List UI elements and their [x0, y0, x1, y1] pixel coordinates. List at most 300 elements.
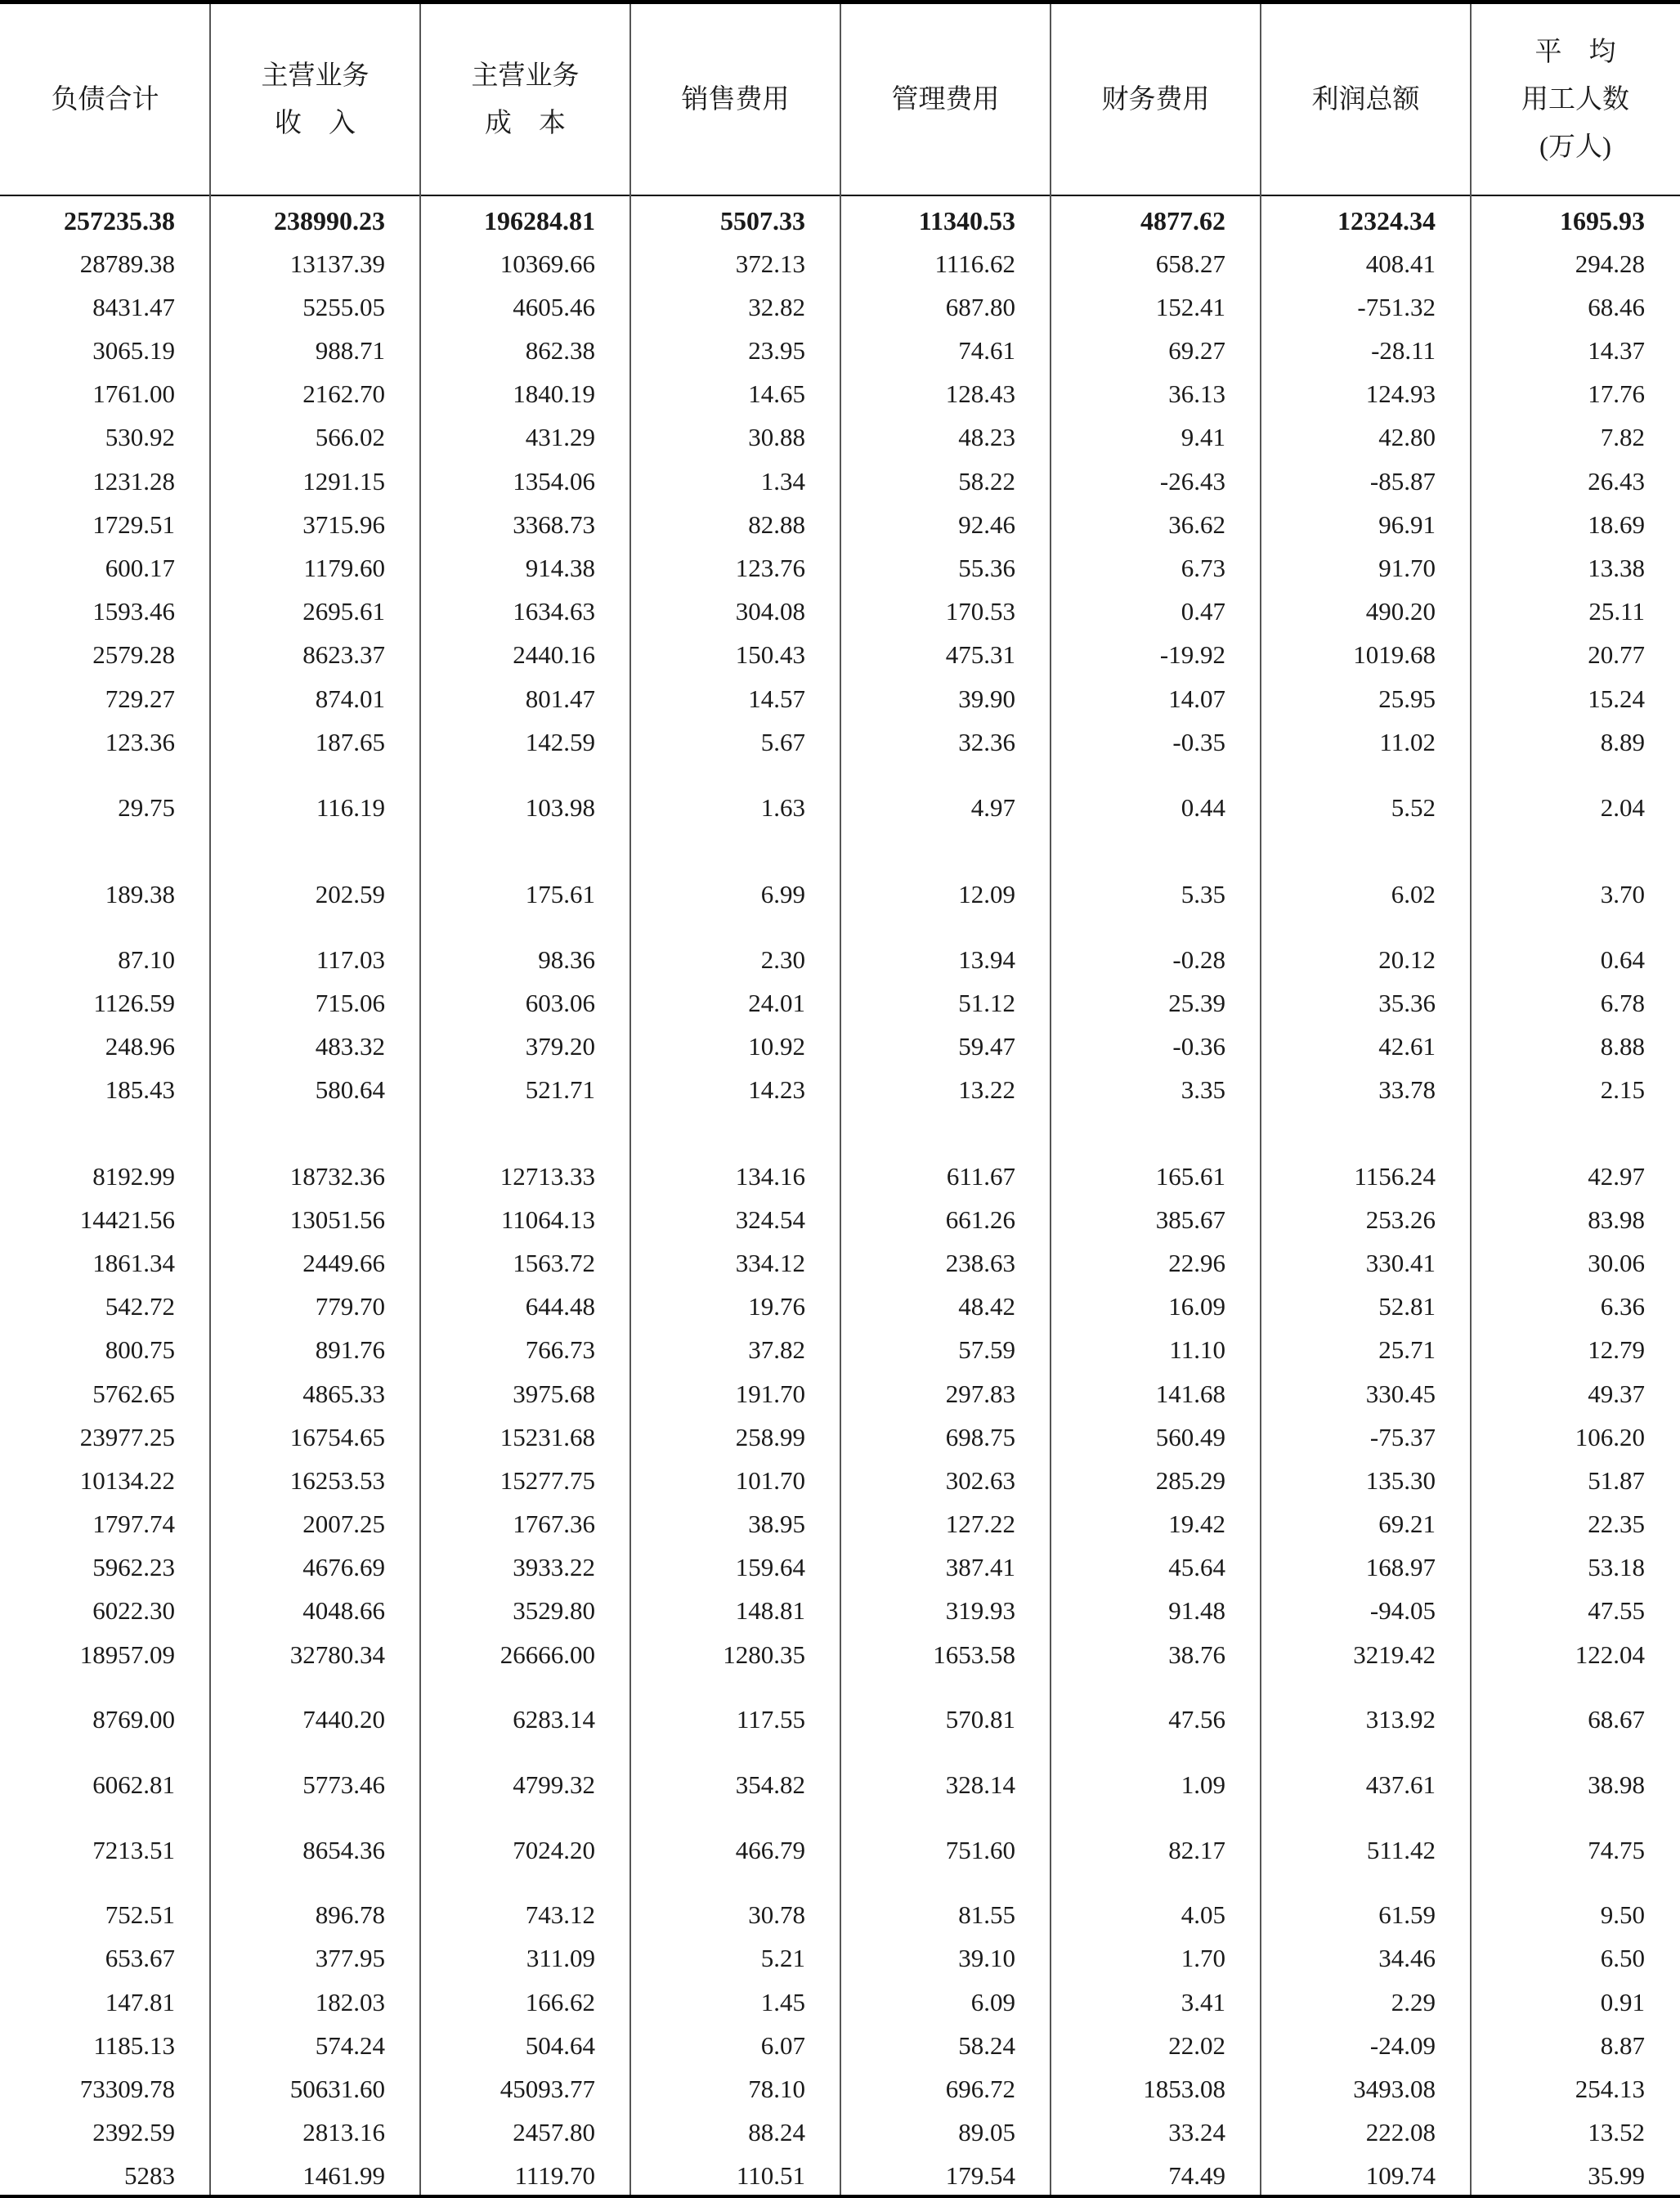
table-cell: 254.13 — [1575, 2075, 1645, 2103]
table-cell: 862.38 — [525, 336, 595, 365]
table-cell: 159.64 — [735, 1553, 805, 1581]
table-cell: -85.87 — [1369, 467, 1436, 496]
table-cell: 26666.00 — [500, 1640, 595, 1669]
table-cell: 766.73 — [525, 1335, 595, 1364]
table-cell: 175.61 — [525, 880, 595, 908]
table-cell: 4048.66 — [302, 1596, 385, 1625]
table-cell: 874.01 — [315, 684, 385, 713]
table-cell: 36.62 — [1168, 510, 1225, 539]
table-cell: 3.35 — [1180, 1075, 1225, 1104]
table-cell: 5.21 — [760, 1944, 805, 1972]
table-cell: 5.52 — [1391, 793, 1436, 822]
table-cell: 134.16 — [735, 1162, 805, 1191]
table-cell: 1156.24 — [1354, 1162, 1436, 1191]
table-cell: 101.70 — [735, 1466, 805, 1495]
table-cell: 69.21 — [1378, 1509, 1436, 1538]
column-header-line: 用工人数 — [1521, 84, 1629, 114]
table-cell: 1797.74 — [92, 1509, 175, 1538]
table-cell: 530.92 — [105, 423, 175, 451]
table-cell: 15.24 — [1588, 684, 1645, 713]
table-cell: 8623.37 — [302, 640, 385, 669]
column-divider — [1470, 4, 1472, 2195]
table-cell: 83.98 — [1588, 1205, 1645, 1234]
table-cell: 8654.36 — [302, 1836, 385, 1864]
table-cell: 32.82 — [748, 293, 805, 321]
table-cell: 3529.80 — [513, 1596, 595, 1625]
table-cell: 715.06 — [315, 989, 385, 1017]
table-cell: 800.75 — [105, 1335, 175, 1364]
table-cell: 801.47 — [525, 684, 595, 713]
table-cell: 7.82 — [1600, 423, 1645, 451]
table-cell: 580.64 — [315, 1075, 385, 1104]
table-cell: 39.10 — [958, 1944, 1015, 1972]
table-cell: 13.38 — [1588, 554, 1645, 582]
table-cell: 4877.62 — [1140, 206, 1225, 236]
table-cell: 2813.16 — [302, 2118, 385, 2146]
table-cell: 408.41 — [1365, 249, 1436, 278]
table-cell: 6.99 — [760, 880, 805, 908]
table-cell: 988.71 — [315, 336, 385, 365]
table-cell: 168.97 — [1365, 1553, 1436, 1581]
table-cell: 74.61 — [958, 336, 1015, 365]
table-cell: 11.02 — [1379, 728, 1436, 756]
table-cell: 98.36 — [538, 945, 595, 974]
table-cell: 253.26 — [1365, 1205, 1436, 1234]
table-cell: 47.55 — [1588, 1596, 1645, 1625]
table-cell: 729.27 — [105, 684, 175, 713]
table-cell: 91.48 — [1168, 1596, 1225, 1625]
table-cell: 36.13 — [1168, 379, 1225, 408]
table-cell: 475.31 — [945, 640, 1015, 669]
table-cell: 103.98 — [525, 793, 595, 822]
table-cell: 238990.23 — [274, 206, 385, 236]
table-cell: 1231.28 — [92, 467, 175, 496]
table-cell: 2.30 — [760, 945, 805, 974]
table-cell: 23977.25 — [79, 1423, 175, 1451]
column-divider — [840, 4, 841, 2195]
table-cell: 661.26 — [945, 1205, 1015, 1234]
table-cell: 5283 — [124, 2161, 175, 2190]
column-header-line: 成 本 — [485, 108, 566, 138]
table-cell: 1761.00 — [92, 379, 175, 408]
table-cell: 4865.33 — [302, 1379, 385, 1408]
table-cell: 0.91 — [1600, 1988, 1645, 2016]
table-cell: 6.09 — [970, 1988, 1015, 2016]
table-cell: 39.90 — [958, 684, 1015, 713]
table-cell: 257235.38 — [64, 206, 175, 236]
table-cell: 166.62 — [525, 1988, 595, 2016]
table-cell: 1179.60 — [303, 554, 385, 582]
table-cell: 135.30 — [1365, 1466, 1436, 1495]
table-cell: 9.41 — [1180, 423, 1225, 451]
table-cell: 89.05 — [958, 2118, 1015, 2146]
table-cell: 490.20 — [1365, 597, 1436, 626]
table-cell: 354.82 — [735, 1770, 805, 1799]
table-cell: 248.96 — [105, 1032, 175, 1061]
table-cell: 47.56 — [1168, 1705, 1225, 1734]
column-header — [630, 4, 840, 195]
table-cell: 372.13 — [735, 249, 805, 278]
table-cell: 560.49 — [1155, 1423, 1225, 1451]
table-cell: 5773.46 — [302, 1770, 385, 1799]
table-cell: 12324.34 — [1337, 206, 1436, 236]
table-cell: 117.55 — [736, 1705, 805, 1734]
column-header — [210, 4, 420, 195]
table-cell: 42.80 — [1378, 423, 1436, 451]
table-cell: 92.46 — [958, 510, 1015, 539]
table-cell: 50631.60 — [289, 2075, 385, 2103]
table-cell: 58.22 — [958, 467, 1015, 496]
table-cell: 5255.05 — [302, 293, 385, 321]
table-cell: 752.51 — [105, 1900, 175, 1929]
table-cell: 152.41 — [1155, 293, 1225, 321]
table-cell: 334.12 — [735, 1249, 805, 1277]
table-cell: 82.17 — [1168, 1836, 1225, 1864]
table-cell: 124.93 — [1365, 379, 1436, 408]
table-cell: 123.76 — [735, 554, 805, 582]
table-cell: 8.87 — [1600, 2031, 1645, 2060]
column-header — [1261, 4, 1471, 195]
table-cell: 294.28 — [1575, 249, 1645, 278]
table-cell: 222.08 — [1365, 2118, 1436, 2146]
table-cell: 19.42 — [1168, 1509, 1225, 1538]
table-cell: 69.27 — [1168, 336, 1225, 365]
table-cell: 170.53 — [945, 597, 1015, 626]
table-cell: 297.83 — [945, 1379, 1015, 1408]
table-cell: 6062.81 — [92, 1770, 175, 1799]
table-cell: 9.50 — [1600, 1900, 1645, 1929]
column-divider — [1260, 4, 1261, 2195]
table-cell: 7024.20 — [513, 1836, 595, 1864]
table-cell: 324.54 — [735, 1205, 805, 1234]
table-cell: 1119.70 — [514, 2161, 595, 2190]
table-cell: 1354.06 — [513, 467, 595, 496]
table-cell: 58.24 — [958, 2031, 1015, 2060]
table-cell: 33.78 — [1378, 1075, 1436, 1104]
table-cell: 258.99 — [735, 1423, 805, 1451]
table-cell: 23.95 — [748, 336, 805, 365]
table-cell: 147.81 — [105, 1988, 175, 2016]
table-cell: 2440.16 — [513, 640, 595, 669]
table-cell: 8769.00 — [92, 1705, 175, 1734]
table-cell: 6.78 — [1600, 989, 1645, 1017]
table-cell: 330.45 — [1365, 1379, 1436, 1408]
table-cell: 1291.15 — [302, 467, 385, 496]
table-cell: 7213.51 — [92, 1836, 175, 1864]
table-cell: 570.81 — [945, 1705, 1015, 1734]
table-cell: 6.07 — [760, 2031, 805, 2060]
table-cell: 16754.65 — [289, 1423, 385, 1451]
table-cell: 165.61 — [1155, 1162, 1225, 1191]
table-cell: 179.54 — [945, 2161, 1015, 2190]
table-cell: -26.43 — [1159, 467, 1225, 496]
table-cell: 2.29 — [1391, 1988, 1436, 2016]
table-cell: -751.32 — [1357, 293, 1436, 321]
table-cell: 658.27 — [1155, 249, 1225, 278]
table-cell: 10369.66 — [500, 249, 595, 278]
table-cell: 150.43 — [735, 640, 805, 669]
table-cell: 57.59 — [958, 1335, 1015, 1364]
table-cell: 1695.93 — [1560, 206, 1645, 236]
table-cell: 33.24 — [1168, 2118, 1225, 2146]
table-cell: 128.43 — [945, 379, 1015, 408]
table-cell: 25.11 — [1588, 597, 1645, 626]
table-cell: 2579.28 — [92, 640, 175, 669]
table-cell: 379.20 — [525, 1032, 595, 1061]
column-header-line: 主营业务 — [471, 61, 580, 91]
table-cell: 896.78 — [315, 1900, 385, 1929]
table-cell: 141.68 — [1155, 1379, 1225, 1408]
table-cell: 387.41 — [945, 1553, 1015, 1581]
table-cell: 88.24 — [748, 2118, 805, 2146]
table-cell: 1634.63 — [513, 597, 595, 626]
table-cell: 238.63 — [945, 1249, 1015, 1277]
table-cell: -0.35 — [1172, 728, 1225, 756]
column-header — [420, 4, 630, 195]
table-cell: 13051.56 — [289, 1205, 385, 1234]
table-cell: 696.72 — [945, 2075, 1015, 2103]
table-cell: 110.51 — [736, 2161, 805, 2190]
table-cell: 311.09 — [526, 1944, 595, 1972]
table-cell: 7440.20 — [302, 1705, 385, 1734]
table-cell: 35.99 — [1588, 2161, 1645, 2190]
table-cell: 4799.32 — [513, 1770, 595, 1799]
table-cell: 30.06 — [1588, 1249, 1645, 1277]
table-cell: 1653.58 — [933, 1640, 1015, 1669]
table-cell: 2695.61 — [302, 597, 385, 626]
table-cell: 127.22 — [945, 1509, 1015, 1538]
table-cell: 914.38 — [525, 554, 595, 582]
table-cell: 542.72 — [105, 1292, 175, 1321]
table-cell: 5.35 — [1180, 880, 1225, 908]
table-cell: 1185.13 — [93, 2031, 175, 2060]
table-cell: 15231.68 — [500, 1423, 595, 1451]
table-cell: 18732.36 — [289, 1162, 385, 1191]
table-cell: 18957.09 — [79, 1640, 175, 1669]
table-cell: 611.67 — [946, 1162, 1015, 1191]
table-cell: 1767.36 — [513, 1509, 595, 1538]
table-cell: 14.57 — [748, 684, 805, 713]
table-cell: 30.88 — [748, 423, 805, 451]
table-cell: 12713.33 — [500, 1162, 595, 1191]
table-cell: 78.10 — [748, 2075, 805, 2103]
table-cell: 22.35 — [1588, 1509, 1645, 1538]
table-cell: 10.92 — [748, 1032, 805, 1061]
table-cell: 603.06 — [525, 989, 595, 1017]
table-cell: 59.47 — [958, 1032, 1015, 1061]
table-cell: -0.28 — [1172, 945, 1225, 974]
table-cell: 511.42 — [1366, 1836, 1436, 1864]
table-cell: 6.73 — [1180, 554, 1225, 582]
table-cell: 1116.62 — [934, 249, 1015, 278]
table-cell: 1019.68 — [1353, 640, 1436, 669]
table-cell: 2457.80 — [513, 2118, 595, 2146]
table-cell: 285.29 — [1155, 1466, 1225, 1495]
table-cell: 5962.23 — [92, 1553, 175, 1581]
table-cell: 35.36 — [1378, 989, 1436, 1017]
table-cell: 74.75 — [1588, 1836, 1645, 1864]
column-header-line: 销售费用 — [681, 84, 790, 114]
table-cell: 189.38 — [105, 880, 175, 908]
table-cell: 48.42 — [958, 1292, 1015, 1321]
table-cell: 3065.19 — [92, 336, 175, 365]
table-cell: 504.64 — [525, 2031, 595, 2060]
table-cell: 6.50 — [1600, 1944, 1645, 1972]
table-cell: 751.60 — [945, 1836, 1015, 1864]
table-cell: 521.71 — [525, 1075, 595, 1104]
table-cell: 202.59 — [315, 880, 385, 908]
table-cell: 13.22 — [958, 1075, 1015, 1104]
table-cell: 4676.69 — [302, 1553, 385, 1581]
table-cell: 29.75 — [118, 793, 175, 822]
table-bottom-rule — [0, 2195, 1680, 2198]
table-cell: 14.37 — [1588, 336, 1645, 365]
table-cell: 3493.08 — [1353, 2075, 1436, 2103]
table-cell: 5.67 — [760, 728, 805, 756]
table-cell: 1.34 — [760, 467, 805, 496]
table-cell: 779.70 — [315, 1292, 385, 1321]
column-header — [1051, 4, 1261, 195]
table-cell: 8192.99 — [92, 1162, 175, 1191]
table-cell: 11064.13 — [500, 1205, 595, 1234]
table-cell: 25.95 — [1378, 684, 1436, 713]
table-cell: 4605.46 — [513, 293, 595, 321]
table-cell: 22.96 — [1168, 1249, 1225, 1277]
table-cell: 10134.22 — [79, 1466, 175, 1495]
column-header-line: 收 入 — [275, 108, 356, 138]
table-cell: 14.07 — [1168, 684, 1225, 713]
table-cell: 2162.70 — [302, 379, 385, 408]
table-cell: -94.05 — [1369, 1596, 1436, 1625]
column-header — [840, 4, 1051, 195]
table-cell: 8431.47 — [92, 293, 175, 321]
table-cell: 81.55 — [958, 1900, 1015, 1929]
table-cell: 74.49 — [1168, 2161, 1225, 2190]
column-header — [1471, 4, 1680, 195]
table-cell: 38.76 — [1168, 1640, 1225, 1669]
table-cell: 3715.96 — [302, 510, 385, 539]
table-cell: 45.64 — [1168, 1553, 1225, 1581]
table-cell: -0.36 — [1172, 1032, 1225, 1061]
table-cell: 51.87 — [1588, 1466, 1645, 1495]
table-cell: -24.09 — [1369, 2031, 1436, 2060]
table-cell: 106.20 — [1575, 1423, 1645, 1451]
table-cell: 14.23 — [748, 1075, 805, 1104]
table-cell: 20.77 — [1588, 640, 1645, 669]
table-cell: 22.02 — [1168, 2031, 1225, 2060]
table-cell: 38.98 — [1588, 1770, 1645, 1799]
column-header-line: 主营业务 — [261, 61, 370, 91]
table-cell: 319.93 — [945, 1596, 1015, 1625]
table-cell: 698.75 — [945, 1423, 1015, 1451]
table-cell: 123.36 — [105, 728, 175, 756]
table-cell: 148.81 — [735, 1596, 805, 1625]
table-cell: 53.18 — [1588, 1553, 1645, 1581]
table-cell: 3.70 — [1600, 880, 1645, 908]
table-cell: 11340.53 — [918, 206, 1015, 236]
table-cell: 2007.25 — [302, 1509, 385, 1538]
table-cell: 385.67 — [1155, 1205, 1225, 1234]
column-header-line: 平 均 — [1534, 37, 1616, 67]
table-cell: 5507.33 — [720, 206, 805, 236]
table-cell: 1729.51 — [92, 510, 175, 539]
table-cell: 687.80 — [945, 293, 1015, 321]
table-cell: 6022.30 — [92, 1596, 175, 1625]
table-cell: 14421.56 — [79, 1205, 175, 1234]
table-cell: 1.70 — [1180, 1944, 1225, 1972]
column-header-line: 负债合计 — [51, 84, 159, 114]
table-cell: 11.10 — [1169, 1335, 1225, 1364]
table-cell: 30.78 — [748, 1900, 805, 1929]
table-cell: 1280.35 — [723, 1640, 805, 1669]
column-header-line: (万人) — [1539, 132, 1611, 162]
table-cell: 73309.78 — [79, 2075, 175, 2103]
table-cell: 42.61 — [1378, 1032, 1436, 1061]
table-cell: 17.76 — [1588, 379, 1645, 408]
table-cell: 330.41 — [1365, 1249, 1436, 1277]
table-cell: 1126.59 — [93, 989, 175, 1017]
table-cell: -75.37 — [1369, 1423, 1436, 1451]
table-cell: 49.37 — [1588, 1379, 1645, 1408]
column-divider — [209, 4, 211, 2195]
table-cell: 117.03 — [316, 945, 385, 974]
table-cell: 52.81 — [1378, 1292, 1436, 1321]
table-cell: 6283.14 — [513, 1705, 595, 1734]
table-cell: 19.76 — [748, 1292, 805, 1321]
table-cell: 25.39 — [1168, 989, 1225, 1017]
table-cell: 12.79 — [1588, 1335, 1645, 1364]
table-cell: 431.29 — [525, 423, 595, 451]
column-divider — [629, 4, 631, 2195]
table-cell: 13.94 — [958, 945, 1015, 974]
table-cell: 55.36 — [958, 554, 1015, 582]
table-cell: 328.14 — [945, 1770, 1015, 1799]
table-cell: 2449.66 — [302, 1249, 385, 1277]
table-cell: 6.02 — [1391, 880, 1436, 908]
table-cell: 483.32 — [315, 1032, 385, 1061]
table-cell: 1853.08 — [1143, 2075, 1225, 2103]
table-cell: 122.04 — [1575, 1640, 1645, 1669]
table-cell: 466.79 — [735, 1836, 805, 1864]
table-cell: 91.70 — [1378, 554, 1436, 582]
table-cell: 20.12 — [1378, 945, 1436, 974]
table-cell: 3.41 — [1180, 1988, 1225, 2016]
table-cell: 1563.72 — [513, 1249, 595, 1277]
table-cell: 45093.77 — [500, 2075, 595, 2103]
table-cell: 13.52 — [1588, 2118, 1645, 2146]
column-header-line: 财务费用 — [1101, 84, 1210, 114]
table-cell: 96.91 — [1378, 510, 1436, 539]
table-cell: 8.89 — [1600, 728, 1645, 756]
table-cell: 5762.65 — [92, 1379, 175, 1408]
table-cell: 1861.34 — [92, 1249, 175, 1277]
table-cell: 6.36 — [1600, 1292, 1645, 1321]
table-cell: 1840.19 — [513, 379, 595, 408]
table-cell: -28.11 — [1371, 336, 1436, 365]
table-cell: 87.10 — [118, 945, 175, 974]
column-header-line: 管理费用 — [891, 84, 1000, 114]
table-cell: 82.88 — [748, 510, 805, 539]
table-cell: 13137.39 — [289, 249, 385, 278]
table-cell: 377.95 — [315, 1944, 385, 1972]
table-cell: 4.05 — [1180, 1900, 1225, 1929]
table-cell: 16.09 — [1168, 1292, 1225, 1321]
table-cell: 313.92 — [1365, 1705, 1436, 1734]
table-cell: 1.63 — [760, 793, 805, 822]
table-cell: 1593.46 — [92, 597, 175, 626]
table-cell: 26.43 — [1588, 467, 1645, 496]
table-cell: 142.59 — [525, 728, 595, 756]
